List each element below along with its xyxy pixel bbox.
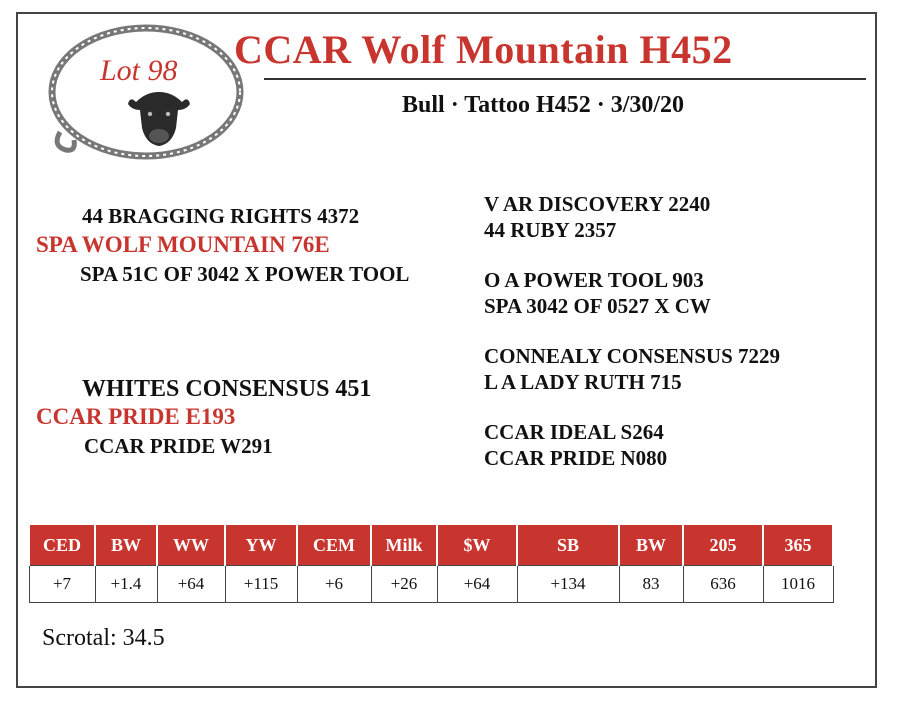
epd-header-365: 365 [763, 525, 833, 566]
dam-sire-sire: CONNEALY CONSENSUS 7229 [484, 344, 781, 368]
epd-header-ced: CED [29, 525, 95, 566]
epd-value-ced: +7 [29, 566, 95, 603]
sire-dam-dam: SPA 3042 OF 0527 X CW [484, 294, 711, 318]
epd-value-actual-bw: 83 [619, 566, 683, 603]
epd-header-sw: $W [437, 525, 517, 566]
bull-head-icon [128, 88, 190, 148]
sire-dam: SPA 51C OF 3042 X POWER TOOL [80, 262, 410, 286]
epd-header-bw: BW [95, 525, 157, 566]
epd-header-205: 205 [683, 525, 763, 566]
dam-dam: CCAR PRIDE W291 [84, 434, 273, 458]
epd-value-cem: +6 [297, 566, 371, 603]
epd-value-sb: +134 [517, 566, 619, 603]
epd-value-ww: +64 [157, 566, 225, 603]
dam: CCAR PRIDE E193 [36, 404, 236, 429]
dam-sire: WHITES CONSENSUS 451 [82, 376, 372, 402]
epd-value-yw: +115 [225, 566, 297, 603]
scrotal-measurement: Scrotal: 34.5 [42, 625, 165, 651]
title-divider [264, 78, 866, 80]
sire-sire: 44 BRAGGING RIGHTS 4372 [82, 204, 360, 228]
epd-header-milk: Milk [371, 525, 437, 566]
epd-header-yw: YW [225, 525, 297, 566]
epd-value-365: 1016 [763, 566, 833, 603]
dam-dam-dam: CCAR PRIDE N080 [484, 446, 668, 470]
epd-value-row [29, 566, 833, 603]
sire: SPA WOLF MOUNTAIN 76E [36, 232, 330, 257]
epd-header-actual-bw: BW [619, 525, 683, 566]
epd-value-bw: +1.4 [95, 566, 157, 603]
sire-sire-sire: V AR DISCOVERY 2240 [484, 192, 711, 216]
animal-info: Bull · Tattoo H452 · 3/30/20 [402, 92, 685, 118]
lot-title: CCAR Wolf Mountain H452 [234, 27, 733, 72]
epd-header-row [29, 525, 833, 566]
dam-dam-sire: CCAR IDEAL S264 [484, 420, 664, 444]
dam-sire-dam: L A LADY RUTH 715 [484, 370, 682, 394]
epd-value-sw: +64 [437, 566, 517, 603]
epd-header-sb: SB [517, 525, 619, 566]
epd-table [28, 525, 834, 603]
lot-label: Lot 98 [100, 54, 178, 87]
sire-sire-dam: 44 RUBY 2357 [484, 218, 617, 242]
epd-value-milk: +26 [371, 566, 437, 603]
epd-header-cem: CEM [297, 525, 371, 566]
sire-dam-sire: O A POWER TOOL 903 [484, 268, 704, 292]
epd-header-ww: WW [157, 525, 225, 566]
epd-value-205: 636 [683, 566, 763, 603]
